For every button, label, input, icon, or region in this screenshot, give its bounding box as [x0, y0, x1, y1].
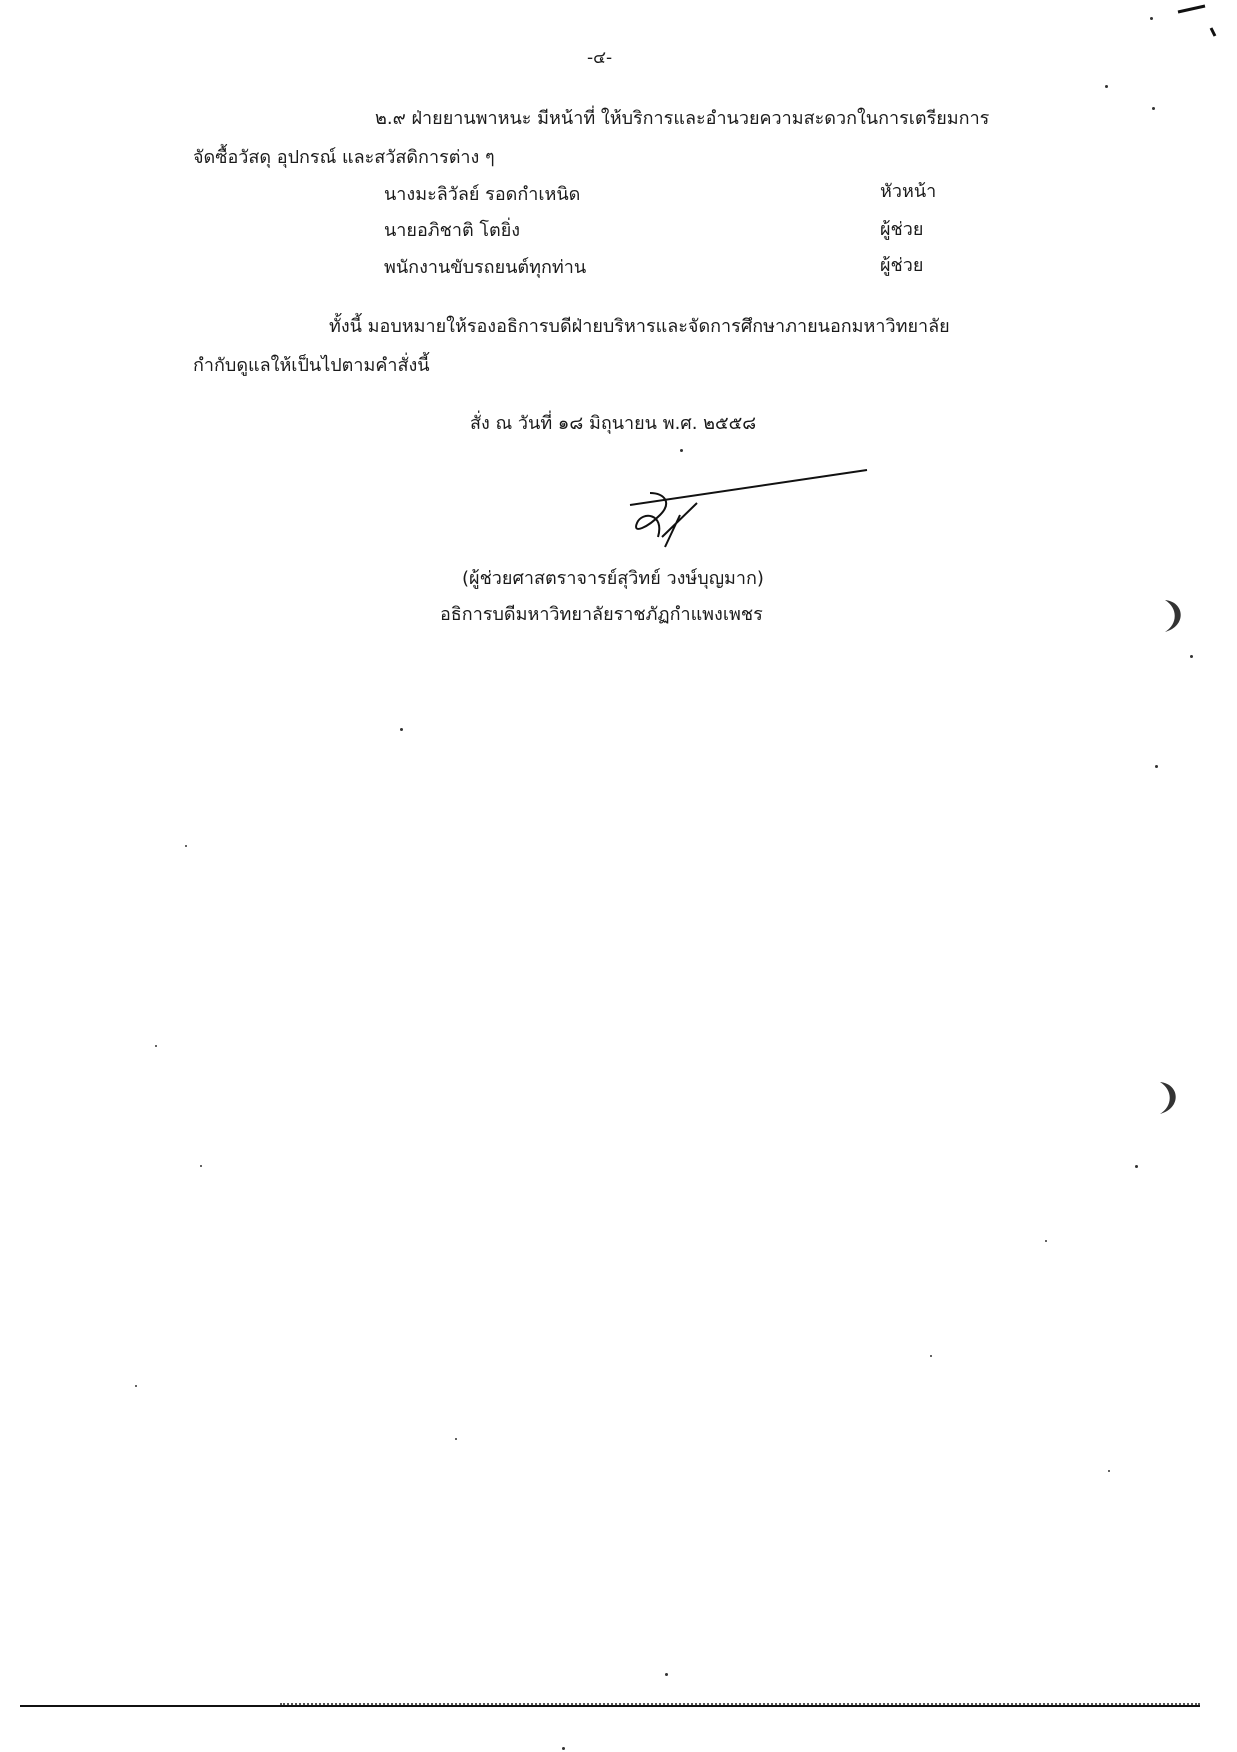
member-role: หัวหน้า	[880, 181, 937, 202]
page-number: -๔-	[587, 48, 613, 68]
section-heading-line2: จัดซื้อวัสดุ อุปกรณ์ และสวัสดิการต่าง ๆ	[193, 147, 495, 168]
bottom-rule	[20, 1705, 1200, 1707]
scan-artifact-line	[280, 1703, 1200, 1705]
member-name: นางมะลิวัลย์ รอดกำเหนิด	[384, 184, 581, 205]
section-heading-line1: ๒.๙ ฝ่ายยานพาหนะ มีหน้าที่ ให้บริการและอำนวยความสะดวกในการเตรียมการ	[375, 108, 990, 129]
signature-image	[610, 455, 880, 570]
scan-smudge	[1160, 596, 1190, 636]
assignment-line2: กำกับดูแลให้เป็นไปตามคำสั่งนี้	[193, 355, 430, 376]
scan-smudge	[1155, 1078, 1185, 1118]
signatory-position: อธิการบดีมหาวิทยาลัยราชภัฏกำแพงเพชร	[440, 604, 763, 625]
corner-mark	[1170, 0, 1230, 40]
signatory-name: (ผู้ช่วยศาสตราจารย์สุวิทย์ วงษ์บุญมาก)	[462, 568, 764, 589]
order-date: สั่ง ณ วันที่ ๑๘ มิถุนายน พ.ศ. ๒๕๕๘	[470, 413, 757, 434]
assignment-line1: ทั้งนี้ มอบหมายให้รองอธิการบดีฝ่ายบริหารและจัดการศึกษาภายนอกมหาวิทยาลัย	[329, 316, 950, 337]
member-name: นายอภิชาติ โตยิ่ง	[384, 220, 521, 241]
member-role: ผู้ช่วย	[880, 219, 924, 240]
member-role: ผู้ช่วย	[880, 255, 924, 276]
member-name: พนักงานขับรถยนต์ทุกท่าน	[384, 257, 587, 278]
